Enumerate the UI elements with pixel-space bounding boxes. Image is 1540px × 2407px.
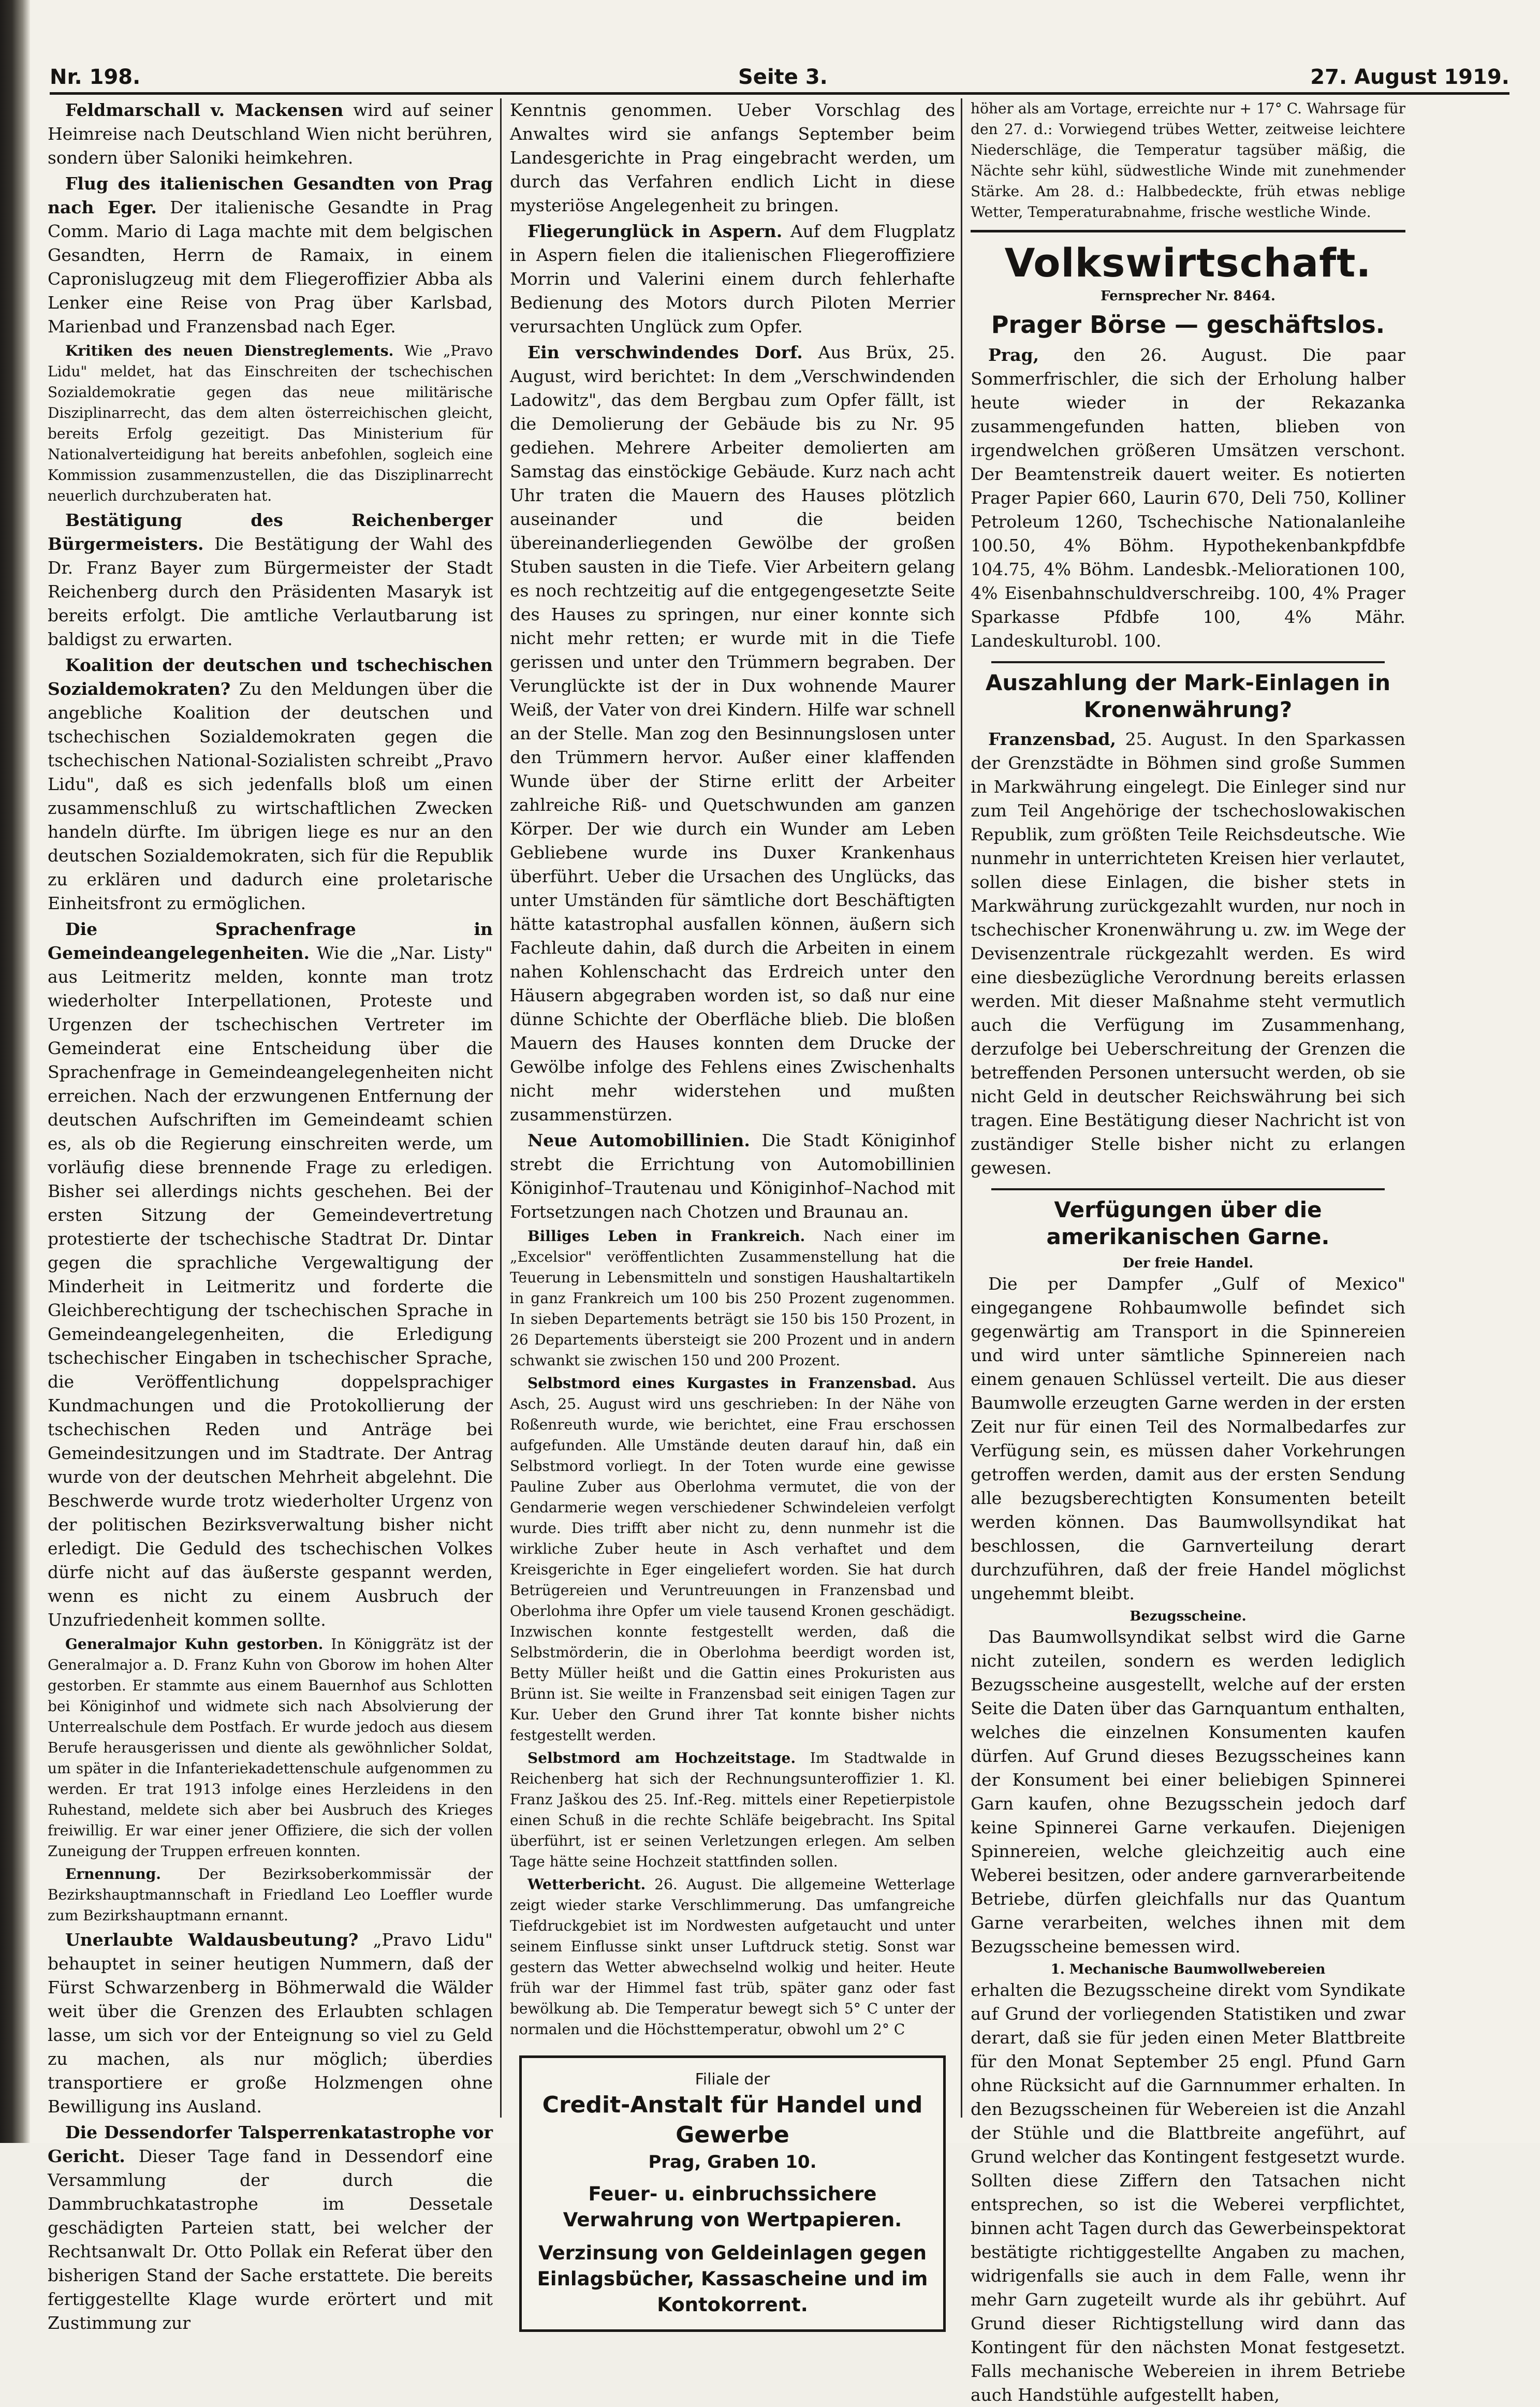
section-title-economy: Volkswirtschaft.	[1004, 240, 1372, 286]
article-mackensen: Feldmarschall v. Mackensen wird auf seiner Heimreise nach Deutschland Wien nicht berühren, sondern über Saloniki heimkehren.	[48, 100, 493, 168]
headline-american-yarn: Verfügungen über die amerikanischen Garne.	[1046, 1197, 1330, 1249]
headline-mark-deposits: Auszahlung der Mark-Einlagen in Kronenwährung?	[985, 670, 1391, 722]
article-dam-disaster-cont: Kenntnis genommen. Ueber Vorschlag des Anwaltes wird sie anfangs September beim Landesgerichte in Prag eingebracht werden, um durch das Verfahren endlich Licht in diese mysteriöse Angelegenheit zu bringen.	[510, 100, 955, 215]
weather-continuation: höher als am Vortage, erreichte nur + 17° C. Wahrsage für den 27. d.: Vorwiegend trübes Wetter, zeitweise leichtere Niederschläge, die Temperatur tagsüber mäßig, die Nächte sehr kühl, südwestliche Winde mit zunehmender Stärke. Am 28. d.: Halbbedeckte, früh etwas neblige Wetter, Temperaturabnahme, frische westliche Winde.	[971, 100, 1405, 221]
article-prague-exchange: Prag, den 26. August. Die paar Sommerfrischler, die sich der Erholung halber heute wieder in der Rekazanka zusammengefunden hatten, blieben von irgendwelchen größeren Umsätzen verschont. Der Beamtenstreik dauert weiter. Es notierten Prager Papier 660, Laurin 670, Deli 750, Kolliner Petroleum 1260, Tschechische Nationalanleihe 100.50, 4% Böhm. Hypothekenbankpfdbfe 104.75, 4% Böhm. Landesbk.-Meliorationen 100, 4% Eisenbahnschuldverschreibg. 100, 4% Prager Sparkasse Pfdbfe 100, 4% Mähr. Landeskulturobl. 100.	[971, 345, 1405, 651]
column-2	[510, 98, 956, 2316]
article-mark-deposits: Franzensbad, 25. August. In den Sparkassen der Grenzstädte in Böhmen sind große Summen in Markwährung eingelegt. Die Einleger sind nur zum Teil Angehörige der tschechoslowakischen Republik, zum größten Teile Reichsdeutsche. Wie nunmehr in unterrichteten Kreisen hier verlautet, sollen diese Einlagen, die bisher stets in Markwährung zurückgezahlt wurden, nur noch in tschechischer Kronenwährung u. zw. im Wege der Devisenzentrale rückgezahlt werden. Es wird eine diesbezügliche Verordnung bereits erlassen werden. Mit dieser Maßnahme steht vermutlich auch die Verfügung im Zusammenhang, derzufolge bei Ueberschreitung der Grenzen die betreffenden Personen untersucht werden, ob sie nicht Geld in deutscher Reichswährung bei sich tragen. Eine Bestätigung dieser Nachricht ist von zuständiger Stelle bisher nicht zu erlangen gewesen.	[971, 729, 1405, 1178]
scan-binding-edge	[0, 0, 30, 2143]
column-rule-2	[961, 98, 962, 2118]
section-phone: Fernsprecher Nr. 8464.	[1101, 288, 1275, 304]
page-number: Seite 3.	[738, 65, 828, 89]
ad-address: Prag, Graben 10.	[648, 2152, 817, 2172]
article-coalition: Koalition der deutschen und tschechischen Sozialdemokraten? Zu den Meldungen über die angebliche Koalition der deutschen und tschechischen Sozialdemokraten gegen die tschechischen National-Sozialisten schreibt „Pravo Lidu", daß es sich jedenfalls bloß um einen zusammenschluß zu wirtschaftlichen Zwecken handeln dürfte. Im übrigen liege es nur an den deutschen Sozialdemokraten, sich für die Republik zu erklären und dadurch eine proletarische Einheitsfront zu ermöglichen.	[48, 655, 493, 913]
weather-continuation-block	[971, 98, 1405, 232]
subhead-free-trade: Der freie Handel.	[1122, 1256, 1254, 1271]
ad-bank-name: Credit-Anstalt für Handel und Gewerbe	[542, 2092, 923, 2148]
column-1	[48, 98, 493, 2333]
article-weaving-mills: erhalten die Bezugsscheine direkt vom Syndikate auf Grund der vorliegenden Statistiken und zwar derart, daß sie für jeden einen Meter Blattbreite für den Monat September 25 engl. Pfund Garn ohne Rücksicht auf die Garnnummer erhalten. In den Bezugsscheinen für Webereien ist die Anzahl der Stühle und die Blattbreite angeführt, auf Grund welcher das Kontingent festgesetzt wurde. Sollten diese Ziffern den Tatsachen nicht entsprechen, so ist die Weberei verpflichtet, binnen acht Tagen durch das Gewerbeinspektorat bestätigte richtiggestellte Angaben zu machen, widrigenfalls sie auch in dem Falle, wenn ihr mehr Garn zugeteilt wurde als ihr gebührt. Auf Grund dieser Richtigstellung wird dann das Kontingent für den nächsten Monat festgesetzt. Falls mechanische Webereien in ihrem Betriebe auch Handstühle aufgestellt haben,	[971, 1980, 1405, 2405]
article-appointment: Ernennung. Der Bezirksoberkommissär der Bezirkshauptmannschaft in Friedland Leo Loeffler wurde zum Bezirkshauptmann ernannt.	[48, 1865, 493, 1924]
article-yarn-coupons: Das Baumwollsyndikat selbst wird die Garne nicht zuteilen, sondern es werden lediglich Bezugsscheine ausgestellt, welche auf der ersten Seite die Daten über das Garnquantum enthalten, welches die einzelnen Konsumenten kaufen dürfen. Auf Grund dieses Bezugsscheines kann der Konsument bei einer beliebigen Spinnerei Garn kaufen, ohne Bezugsschein jedoch darf keine Spinnerei Garne verkaufen. Diejenigen Spinnereien, welche gleichzeitig auch eine Weberei besitzen, oder andere garnverarbeitende Betriebe, dürfen gleichfalls nur das Quantum Garne verarbeiten, welches ihnen mit dem Bezugsscheine bemessen wird.	[971, 1627, 1405, 1957]
subhead-weaving-mills: 1. Mechanische Baumwollwebereien	[1050, 1962, 1326, 1977]
subhead-coupons: Bezugsscheine.	[1130, 1609, 1246, 1624]
article-forest-exploitation: Unerlaubte Waldausbeutung? „Pravo Lidu" behauptet in seiner heutigen Nummern, daß der Fürst Schwarzenberg in Böhmerwald die Wälder weit über die Grenzen des Erlaubten schlagen lasse, um sich vor der Enteignung so viel zu Geld zu machen, als nur möglich; überdies transportiere er große Holzmengen ohne Bewilligung ins Ausland.	[48, 1930, 493, 2117]
separator-2	[991, 1188, 1385, 1190]
article-mayor-confirmation: Bestätigung des Reichenberger Bürgermeisters. Die Bestätigung der Wahl des Dr. Franz Bayer zum Bürgermeister der Stadt Reichenberg durch den Präsidenten Masaryk ist bereits erfolgt. Die amtliche Verlautbarung ist baldigst zu erwarten.	[48, 510, 493, 649]
article-service-regulation: Kritiken des neuen Dienstreglements. Wie „Pravo Lidu" meldet, hat das Einschreiten der tschechischen Sozialdemokratie gegen das neue militärische Disziplinarrecht, das dem alten österreichischen gleicht, bereits Erfolg gezeitigt. Das Ministerium für Nationalverteidigung hat bereits anbefohlen, sogleich eine Kommission zusammenzustellen, die das Disziplinarrecht neuerlich durchzuberaten hat.	[48, 342, 493, 504]
headline-prague-exchange: Prager Börse — geschäftslos.	[991, 311, 1385, 339]
article-yarn-free-trade: Die per Dampfer „Gulf of Mexico" eingegangene Rohbaumwolle befindet sich gegenwärtig am Transport in die Spinnereien und wird unter sämtliche Spinnereien nach einem genauen Schlüssel verteilt. Die aus dieser Baumwolle erzeugten Garne werden in der ersten Zeit nur für einen Teil des Normalbedarfes zur Verfügung sein, es müssen daher Vorkehrungen getroffen werden, damit aus der ersten Sendung alle bezugsberechtigten Konsumenten beteilt werden können. Das Baumwollsyndikat hat beschlossen, die Garnverteilung derart durchzuführen, daß der freie Handel möglichst ungehemmt bleibt.	[971, 1274, 1405, 1603]
article-suicide-spa-guest: Selbstmord eines Kurgastes in Franzensbad. Aus Asch, 25. August wird uns geschrieben: In der Nähe von Roßenreuth wurde, wie berichtet, eine Frau erschossen aufgefunden. Alle Umstände deuten darauf hin, daß ein Selbstmord vorliegt. In der Toten wurde eine gewisse Pauline Zuber aus Oberlohma vermutet, die von der Gendarmerie wegen verschiedener Schwindeleien verfolgt wurde. Dies trifft aber nicht zu, denn nunmehr ist die wirkliche Zuber heute in Asch verhaftet und dem Kreisgerichte in Eger eingeliefert worden. Sie hat durch Betrügereien und Veruntreuungen in Franzensbad und Oberlohma ihre Opfer um viele tausend Kronen geschädigt. Inzwischen konnte festgestellt werden, daß die Selbstmörderin, die in Oberlohma beerdigt worden ist, Betty Müller heißt und die Gattin eines Prokuristen aus Brünn ist. Sie weilte in Franzensbad seit einigen Tagen zur Kur. Ueber den Grund ihrer Tat konnte bisher nichts festgestellt werden.	[510, 1375, 955, 1744]
column-rule-1	[500, 98, 502, 2118]
article-aspern-crash: Fliegerunglück in Aspern. Auf dem Flugplatz in Aspern fielen die italienischen Fliegeroffiziere Morrin und Valerini einem durch fehlerhafte Bedienung des Motors durch Piloten Merrier verursachten Unglück zum Opfer.	[510, 221, 955, 337]
separator-1	[991, 661, 1385, 663]
issue-date: 27. August 1919.	[1310, 65, 1509, 89]
header-rule	[50, 92, 1509, 95]
article-vanishing-village: Ein verschwindendes Dorf. Aus Brüx, 25. August, wird berichtet: In dem „Verschwindenden Ladowitz", das dem Bergbau zum Opfer fällt, ist die Demolierung der Gebäude bis zu Nr. 95 gediehen. Mehrere Arbeiter demolierten am Samstag das einstöckige Gebäude. Kurz nach acht Uhr traten die Mauern des Hauses plötzlich auseinander und die beiden übereinanderliegenden Gewölbe der großen Stuben sausten in die Tiefe. Vier Arbeitern gelang es noch rechtzeitig auf die entgegengesetzte Seite des Hauses zu springen, nur einer konnte sich nicht mehr retten; er wurde mit in die Tiefe gerissen und unter den Trümmern begraben. Der Verunglückte ist der in Dux wohnende Maurer Weiß, der Vater von drei Kindern. Hilfe war schnell an der Stelle. Man zog den Besinnungslosen unter den Trümmern hervor. Außer einer klaffenden Wunde über der Stirne erlitt der Arbeiter zahlreiche Riß- und Quetschwunden am ganzen Körper. Der wie durch ein Wunder am Leben Gebliebene wurde ins Duxer Krankenhaus überführt. Ueber die Ursachen des Unglücks, das unter Umständen für sämtliche dort Beschäftigten hätte katastrophal ausfallen können, äußern sich Fachleute dahin, daß durch die Arbeiten in einem nahen Kohlenschacht das Erdreich unter den Häusern abgegraben worden ist, so daß nur eine dünne Schichte der Oberfläche blieb. Die bloßen Mauern des Hauses konnten dem Drucke der Gewölbe infolge des Fehlens eines Zwischenhalts nicht mehr widerstehen und mußten zusammenstürzen.	[510, 342, 955, 1125]
article-suicide-wedding-day: Selbstmord am Hochzeitstage. Im Stadtwalde in Reichenberg hat sich der Rechnungsunteroffizier 1. Kl. Franz Jaškou des 25. Inf.-Reg. mittels einer Repetierpistole einen Schuß in die rechte Schläfe beigebracht. Ins Spital überführt, ist er seinen Verletzungen erlegen. Am selben Tage hätte seine Hochzeit stattfinden sollen.	[510, 1749, 955, 1870]
issue-number: Nr. 198.	[50, 65, 141, 89]
article-flight-envoy: Flug des italienischen Gesandten von Prag nach Eger. Der italienische Gesandte in Prag Comm. Mario di Laga machte mit dem belgischen Gesandten, Herrn de Ramaix, in einem Capronislugzeug mit dem Fliegeroffizier Abba als Lenker eine Reise von Prag über Karlsbad, Marienbad und Franzensbad nach Eger.	[48, 173, 493, 337]
ad-branch-label: Filiale der	[695, 2070, 770, 2089]
bank-advertisement	[519, 2055, 946, 2332]
article-bus-lines: Neue Automobillinien. Die Stadt Königinhof strebt die Errichtung von Automobillinien Königinhof–Trautenau und Königinhof–Nachod mit Fortsetzungen nach Chotzen und Braunau an.	[510, 1130, 956, 1222]
article-general-kuhn: Generalmajor Kuhn gestorben. In Königgrätz ist der Generalmajor a. D. Franz Kuhn von Gborow im hohen Alter gestorben. Er stammte aus einem Bauernhof aus Schlotten bei Königinhof und widmete sich nach Absolvierung der Unterrealschule dem Postfach. Er wurde jedoch aus diesem Berufe herausgerissen und diente als gewöhnlicher Soldat, um später in die Infanteriekadettenschule aufgenommen zu werden. Er trat 1913 infolge eines Herzleidens in den Ruhestand, meldete sich aber bei Ausbruch des Krieges freiwillig. Er war einer jener Offiziere, die sich der vollen Zuneigung der Truppen erfreuen konnten.	[48, 1636, 493, 1860]
article-dam-disaster: Die Dessendorfer Talsperrenkatastrophe vor Gericht. Dieser Tage fand in Dessendorf eine Versammlung der durch die Dammbruchkatastrophe im Dessetale geschädigten Parteien statt, bei welcher der Rechtsanwalt Dr. Otto Pollak ein Referat über den bisherigen Stand der Sache erstattete. Die bereits fertiggestellte Klage wurde erörtert und mit Zustimmung zur	[48, 2122, 493, 2333]
article-cheap-living: Billiges Leben in Frankreich. Nach einer im „Excelsior" veröffentlichten Zusammenstellung hat die Teuerung in Lebensmitteln und sonstigen Haushaltartikeln in ganz Frankreich um 100 bis 250 Prozent zugenommen. In sieben Departements beträgt sie 150 bis 150 Prozent, in 26 Departements übersteigt sie 200 Prozent und in andern schwankt sie zwischen 150 und 200 Prozent.	[510, 1228, 955, 1369]
article-weather-report: Wetterbericht. 26. August. Die allgemeine Wetterlage zeigt wieder starke Verschlimmerung. Das umfangreiche Tiefdruckgebiet ist im Nordwesten aufgetaucht und unter seinem Einflusse sinkt unser Luftdruck stetig. Sonst war gestern das Wetter abwechselnd wolkig und heiter. Heute früh war der Himmel fast trüb, später ganz oder fast bewölkung ab. Die Temperatur bewegt sich 5° C unter der normalen und die Höchsttemperatur, obwohl um 2° C	[510, 1876, 955, 2038]
column-3	[971, 98, 1405, 2405]
ad-safekeeping: Feuer- u. einbruchssichere Verwahrung von Wertpapieren.	[563, 2183, 902, 2231]
article-language-question: Die Sprachenfrage in Gemeindeangelegenheiten. Wie die „Nar. Listy" aus Leitmeritz melden, konnte man trotz wiederholter Interpellationen, Proteste und Urgenzen der tschechischen Vertreter im Gemeinderat eine Entscheidung über die Sprachenfrage in Gemeindeangelegenheiten nicht erreichen. Nach der erzwungenen Entfernung der deutschen Aufschriften im Gemeindeamt schien es, als ob die Regierung einschreiten werde, um vorläufig diese brennende Frage zu erledigen. Bisher sei allerdings nichts geschehen. Bei der ersten Sitzung der Gemeindevertretung protestierte der tschechische Stadtrat Dr. Dintar gegen die sprachliche Vergewaltigung der Minderheit in Leitmeritz und forderte die Gleichberechtigung der tschechischen Sprache in Gemeindeangelegenheiten, die Erledigung tschechischer Eingaben in tschechischer Sprache, die Veröffentlichung doppelsprachiger Kundmachungen und die Protokollierung der tschechischen Reden und Anträge bei Gemeindesitzungen und im Stadtrate. Der Antrag wurde von der deutschen Mehrheit abgelehnt. Die Beschwerde wurde trotz wiederholter Urgenz von der politischen Bezirksverwaltung bisher nicht erledigt. Die Geduld des tschechischen Volkes dürfe nicht auf das äußerste gespannt werden, wenn es nicht zu einem Ausbruch der Unzufriedenheit kommen sollte.	[48, 919, 493, 1630]
ad-interest: Verzinsung von Geldeinlagen gegen Einlagsbücher, Kassascheine und im Kontokorrent.	[537, 2242, 928, 2316]
